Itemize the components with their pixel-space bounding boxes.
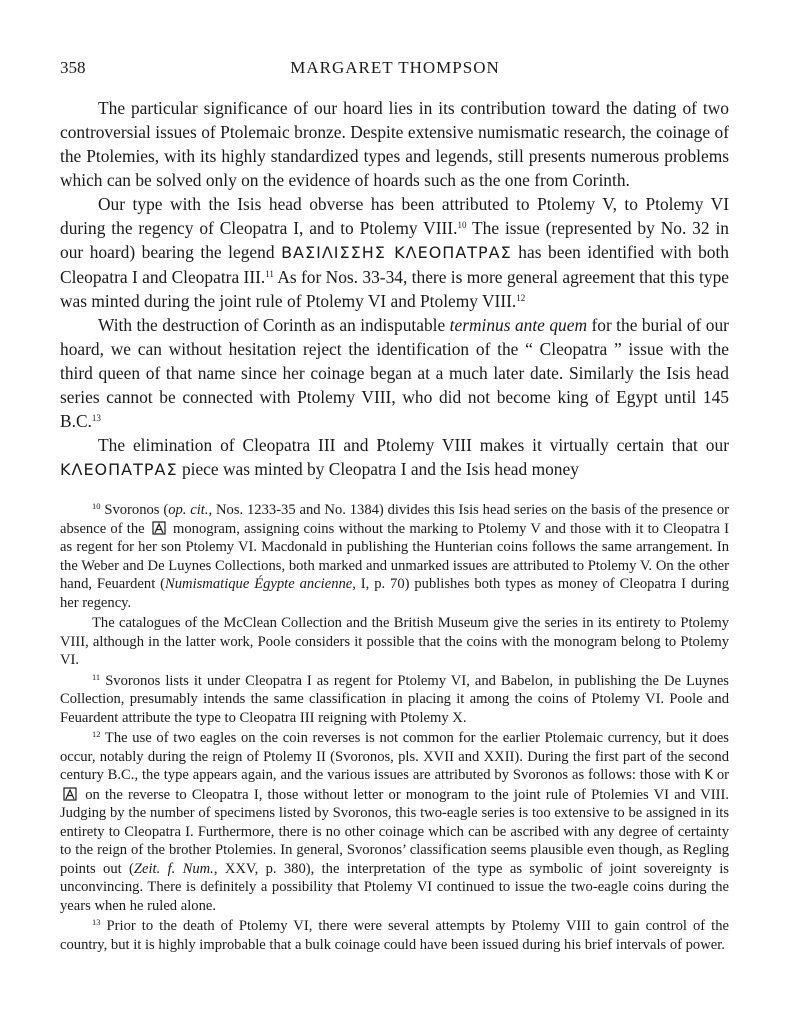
footnote-12-text-c: , XXV, p. 380), the interpretation of the type as symbolic of joint sovereignty is unconvincing. There is definitely a possibility that Ptolemy VI continued to issue the two-eagle coins during the years when he ruled alone. — [60, 860, 729, 914]
body-text — [60, 96, 729, 482]
footnotes — [60, 501, 729, 954]
footnote-10 — [60, 501, 729, 612]
footnote-10-italic-a: op. cit. — [168, 502, 209, 518]
footnote-10-italic-b: Numismatique Égypte ancienne — [165, 576, 353, 592]
footnote-ref-12: 12 — [516, 293, 526, 303]
footnote-10-text-a: Svoronos ( — [104, 502, 169, 518]
running-header — [60, 58, 730, 82]
footnote-ref-10: 10 — [457, 220, 467, 230]
paragraph-2-text-d: As for Nos. 33-34, there is more general agreement that this type was minted during the joint rule of Ptolemy VI and Ptolemy VIII. — [60, 267, 729, 311]
footnote-12-italic: Zeit. f. Num. — [133, 860, 214, 877]
footnote-12-or: or — [712, 767, 729, 783]
paragraph-4 — [60, 433, 729, 482]
italic-terminus: terminus ante quem — [449, 315, 588, 335]
footnote-ref-11: 11 — [265, 269, 274, 279]
greek-legend-basilisses: ΒΑΣΙΛΙΣΣΗΣ ΚΛΕΟΠΑΤΡΑΣ — [281, 243, 512, 262]
paragraph-3-text-a: With the destruction of Corinth as an indisputable — [98, 315, 450, 335]
monogram-icon — [152, 521, 166, 535]
greek-legend-kleopatras: ΚΛΕΟΠΑΤΡΑΣ — [60, 460, 178, 479]
paragraph-2-text-b: The issue (represented by No. 32 in our hoard) bearing the legend — [60, 218, 729, 262]
paragraph-3 — [60, 313, 729, 433]
footnote-10-text-c: monogram, assigning coins without the marking to Ptolemy V and those with it to Cleopatra I as regent for her son Ptolemy VI. Macdonald in publishing the Hunterian coins follows the same arrangement. In the Weber and De Luynes Collections, both marked and unmarked issues are attributed to Ptolemy V. On the other hand, Feuardent ( — [60, 520, 729, 592]
footnote-ref-13: 13 — [91, 413, 101, 423]
footnote-11 — [60, 672, 729, 728]
page-number: 358 — [60, 58, 86, 77]
paragraph-3-text-b: for the burial of our hoard, we can without hesitation reject the identification of the “ Cleopatra ” issue with the third queen of that name since her coinage began at a much later date. Similarly the Isis head series cannot be connected with Ptolemy VIII, who did not become king of Egypt until 145 B.C. — [60, 315, 729, 431]
footnote-12-text-b: on the reverse to Cleopatra I, those without letter or monogram to the joint rule of Ptolemies VI and VIII. Judging by the number of specimens listed by Svoronos, this two-eagle series is too extensive to be assigned in its entirety to Cleopatra I. Furthermore, there is no other coinage which can be ascribed with any degree of certainty to the reign of the brother Ptolemies. In general, Svoronos’ classification seems plausible even though, as Regling points out ( — [60, 786, 729, 877]
letter-kappa: Κ — [704, 768, 713, 783]
footnote-10-number: 10 — [92, 501, 101, 511]
footnote-10-continued — [60, 614, 729, 670]
footnote-12-text-a: The use of two eagles on the coin reverses is not common for the earlier Ptolemaic currency, but it does occur, notably during the reign of Ptolemy II (Svoronos, pls. XVII and XXII). During the first part of the second century B.C., the type appears again, and the various issues are attributed by Svoronos as follows: those with — [60, 730, 729, 783]
paragraph-1 — [60, 96, 729, 192]
footnote-11-text: Svoronos lists it under Cleopatra I as regent for Ptolemy VI, and Babelon, in publishing the De Luynes Collection, presumably intends the same classification in placing it among the coins of Ptolemy VI. Poole and Feuardent attribute the type to Cleopatra III reigning with Ptolemy X. — [60, 672, 729, 726]
running-title: MARGARET THOMPSON — [290, 58, 500, 77]
footnote-11-number: 11 — [92, 671, 101, 682]
footnote-13 — [60, 917, 729, 954]
footnote-10-text-b: , Nos. 1233-35 and No. 1384) divides this Isis head series on the basis of the presence or absence of the — [60, 502, 729, 537]
monogram-icon — [63, 787, 77, 801]
footnote-13-text: Prior to the death of Ptolemy VI, there were several attempts by Ptolemy VIII to gain control of the country, but it is highly improbable that a bulk coinage could have been issued during his brief intervals of power. — [60, 918, 729, 953]
paragraph-2-text-c: has been identified with both Cleopatra I and Cleopatra III. — [60, 242, 729, 287]
paragraph-2 — [60, 192, 729, 313]
paragraph-2-text-a: Our type with the Isis head obverse has been attributed to Ptolemy V, to Ptolemy VI during the regency of Cleopatra I, and to Ptolemy VIII. — [60, 194, 729, 238]
footnote-10-continued-text: The catalogues of the McClean Collection and the British Museum give the series in its entirety to Ptolemy VIII, although in the latter work, Poole considers it possible that the coins with the monogram belong to Ptolemy VI. — [60, 615, 729, 668]
paragraph-1-text: The particular significance of our hoard lies in its contribution toward the dating of two controversial issues of Ptolemaic bronze. Despite extensive numismatic research, the coinage of the Ptolemies, with its highly standardized types and legends, still presents numerous problems which can be solved only on the evidence of hoards such as the one from Corinth. — [60, 98, 729, 190]
paragraph-4-text-a: The elimination of Cleopatra III and Ptolemy VIII makes it virtually certain that our — [98, 435, 729, 455]
footnote-12-number: 12 — [92, 729, 101, 739]
footnote-10-text-d: , I, p. 70) publishes both types as money of Cleopatra I during her regency. — [60, 576, 730, 611]
paragraph-4-text-b: piece was minted by Cleopatra I and the Isis head money — [177, 459, 579, 479]
footnote-12 — [60, 729, 729, 915]
footnote-13-number: 13 — [92, 917, 101, 927]
